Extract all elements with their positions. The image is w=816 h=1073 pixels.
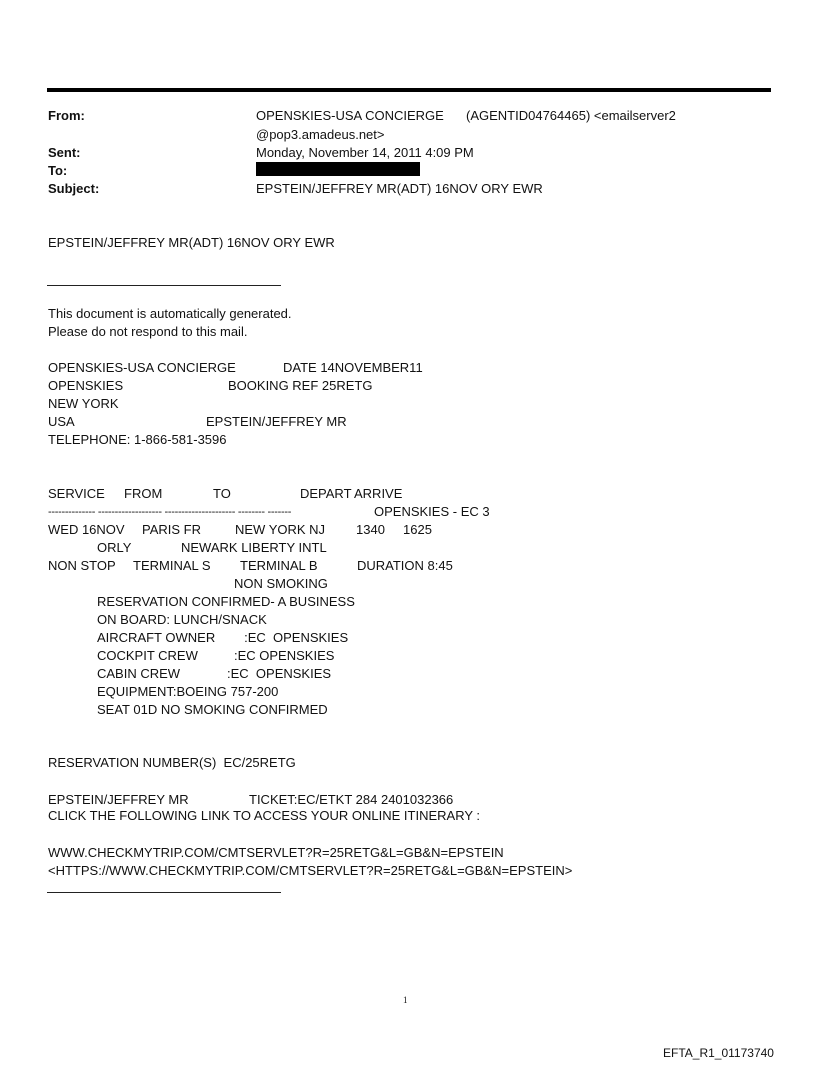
agency-country: USA: [48, 414, 75, 429]
smoking-status: NON SMOKING: [234, 576, 328, 591]
stops: NON STOP: [48, 558, 116, 573]
depart-time: 1340: [356, 522, 385, 537]
redaction-bar: [256, 162, 420, 176]
agency-airline: OPENSKIES: [48, 378, 124, 393]
itinerary-link-https[interactable]: <HTTPS://WWW.CHECKMYTRIP.COM/CMTSERVLET?R=25RETG&L=GB&N=EPSTEIN>: [48, 863, 573, 878]
from-agent-id: (AGENTID04764465) <emailserver2: [466, 108, 676, 123]
subject-label: Subject:: [48, 181, 100, 196]
col-to: TO: [213, 486, 231, 501]
no-reply-notice: Please do not respond to this mail.: [48, 324, 248, 339]
from-airport: ORLY: [97, 540, 132, 555]
dash-line: -------------- ------------------- --------------------- -------- -------: [48, 506, 292, 518]
col-depart: DEPART: [300, 486, 352, 501]
bates-number: EFTA_R1_01173740: [663, 1046, 774, 1060]
agency-name: OPENSKIES-USA CONCIERGE: [48, 360, 236, 375]
passenger-name: EPSTEIN/JEFFREY MR: [206, 414, 347, 429]
carrier-label: OPENSKIES - EC 3: [374, 504, 490, 519]
from-sender: OPENSKIES-USA CONCIERGE: [256, 108, 444, 123]
from-email-domain: @pop3.amadeus.net>: [256, 127, 385, 142]
auto-notice: This document is automatically generated.: [48, 306, 292, 321]
arrive-time: 1625: [403, 522, 432, 537]
body-title: EPSTEIN/JEFFREY MR(ADT) 16NOV ORY EWR: [48, 235, 335, 250]
to-city: NEW YORK NJ: [235, 522, 326, 537]
reservation-number: RESERVATION NUMBER(S) EC/25RETG: [48, 755, 296, 770]
ticket-passenger: EPSTEIN/JEFFREY MR: [48, 792, 189, 807]
to-label: To:: [48, 163, 68, 178]
from-city: PARIS FR: [142, 522, 201, 537]
to-airport: NEWARK LIBERTY INTL: [181, 540, 327, 555]
detail-line: RESERVATION CONFIRMED- A BUSINESS: [97, 594, 355, 609]
separator-line: [47, 892, 281, 893]
detail-line: COCKPIT CREW :EC OPENSKIES: [97, 648, 335, 663]
flight-date: WED 16NOV: [48, 522, 125, 537]
detail-line: CABIN CREW :EC OPENSKIES: [97, 666, 332, 681]
page-number: 1: [403, 995, 408, 1005]
booking-ref: BOOKING REF 25RETG: [228, 378, 373, 393]
col-from: FROM: [124, 486, 163, 501]
from-label: From:: [48, 108, 85, 123]
detail-line: AIRCRAFT OWNER :EC OPENSKIES: [97, 630, 349, 645]
agency-telephone: TELEPHONE: 1-866-581-3596: [48, 432, 227, 447]
sent-label: Sent:: [48, 145, 81, 160]
subject-value: EPSTEIN/JEFFREY MR(ADT) 16NOV ORY EWR: [256, 181, 543, 196]
col-service: SERVICE: [48, 486, 105, 501]
itinerary-link[interactable]: WWW.CHECKMYTRIP.COM/CMTSERVLET?R=25RETG&L=GB&N=EPSTEIN: [48, 845, 504, 860]
agency-city: NEW YORK: [48, 396, 119, 411]
col-arrive: ARRIVE: [354, 486, 403, 501]
ticket-number: TICKET:EC/ETKT 284 2401032366: [249, 792, 454, 807]
sent-value: Monday, November 14, 2011 4:09 PM: [256, 145, 474, 160]
separator-line: [47, 285, 281, 286]
flight-duration: DURATION 8:45: [357, 558, 453, 573]
header-rule: [47, 88, 771, 92]
itinerary-instruction: CLICK THE FOLLOWING LINK TO ACCESS YOUR ONLINE ITINERARY :: [48, 808, 481, 823]
detail-line: EQUIPMENT:BOEING 757-200: [97, 684, 279, 699]
detail-line: SEAT 01D NO SMOKING CONFIRMED: [97, 702, 328, 717]
to-terminal: TERMINAL B: [240, 558, 318, 573]
from-terminal: TERMINAL S: [133, 558, 211, 573]
issue-date: DATE 14NOVEMBER11: [283, 360, 423, 375]
detail-line: ON BOARD: LUNCH/SNACK: [97, 612, 267, 627]
